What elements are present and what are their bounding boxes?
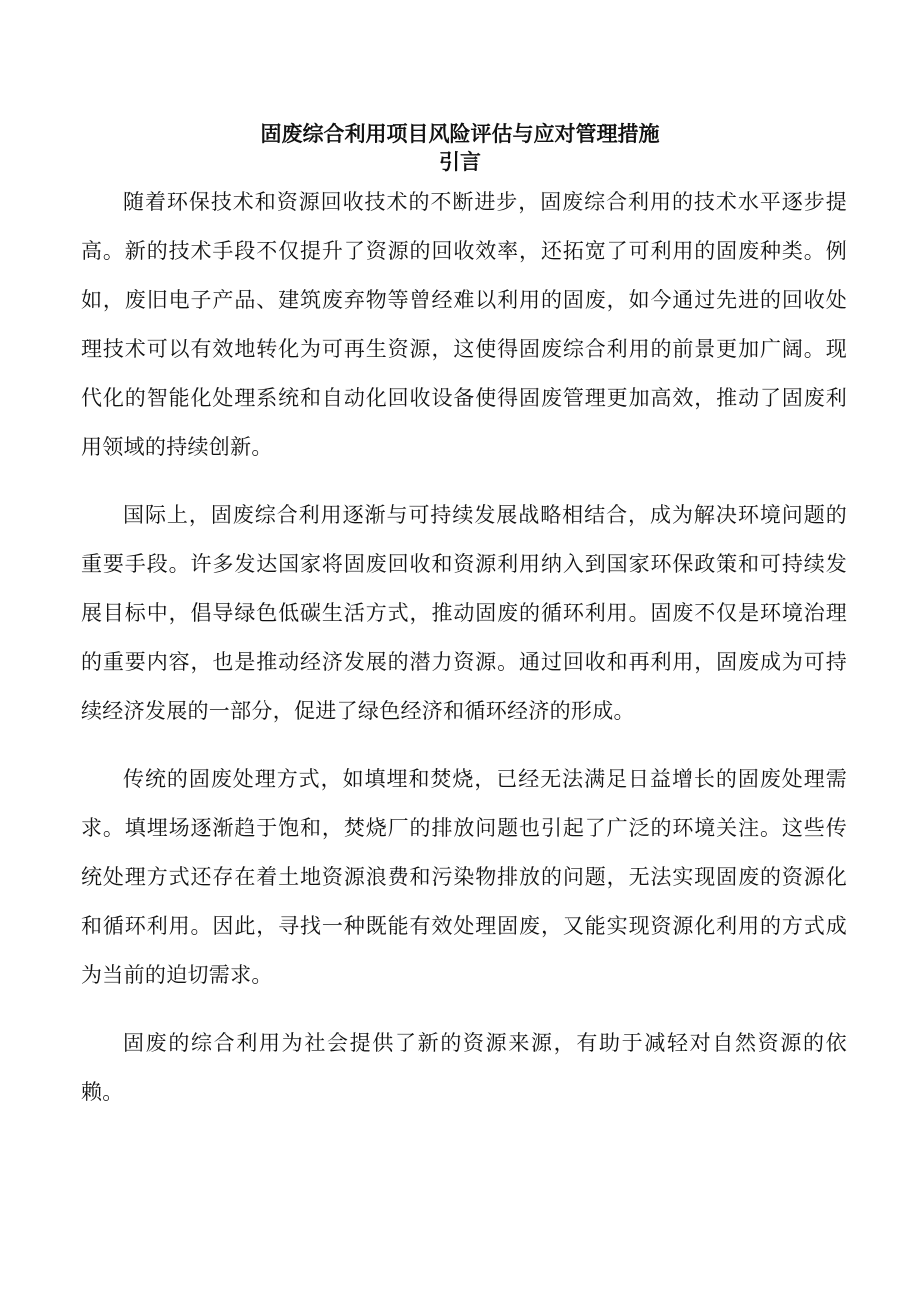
paragraph-4: 固废的综合利用为社会提供了新的资源来源，有助于减轻对自然资源的依赖。: [81, 1031, 847, 1104]
document-body: [81, 178, 847, 1136]
paragraph-3: 传统的固废处理方式，如填埋和焚烧，已经无法满足日益增长的固废处理需求。填埋场逐渐趋于饱和，焚烧厂的排放问题也引起了广泛的环境关注。这些传统处理方式还存在着土地资源浪费和污染物排放的问题，无法实现固废的资源化和循环利用。因此，寻找一种既能有效处理固废，又能实现资源化利用的方式成为当前的迫切需求。: [81, 767, 847, 987]
section-heading: 引言: [439, 149, 481, 174]
paragraph-1: 随着环保技术和资源回收技术的不断进步，固废综合利用的技术水平逐步提高。新的技术手段不仅提升了资源的回收效率，还拓宽了可利用的固废种类。例如，废旧电子产品、建筑废弃物等曾经难以利用的固废，如今通过先进的回收处理技术可以有效地转化为可再生资源，这使得固废综合利用的前景更加广阔。现代化的智能化处理系统和自动化回收设备使得固废管理更加高效，推动了固废利用领域的持续创新。: [81, 190, 847, 459]
document-title: 固废综合利用项目风险评估与应对管理措施: [260, 121, 660, 146]
paragraph-2: 国际上，固废综合利用逐渐与可持续发展战略相结合，成为解决环境问题的重要手段。许多发达国家将固废回收和资源利用纳入到国家环保政策和可持续发展目标中，倡导绿色低碳生活方式，推动固废的循环利用。固废不仅是环境治理的重要内容，也是推动经济发展的潜力资源。通过回收和再利用，固废成为可持续经济发展的一部分，促进了绿色经济和循环经济的形成。: [81, 503, 847, 723]
